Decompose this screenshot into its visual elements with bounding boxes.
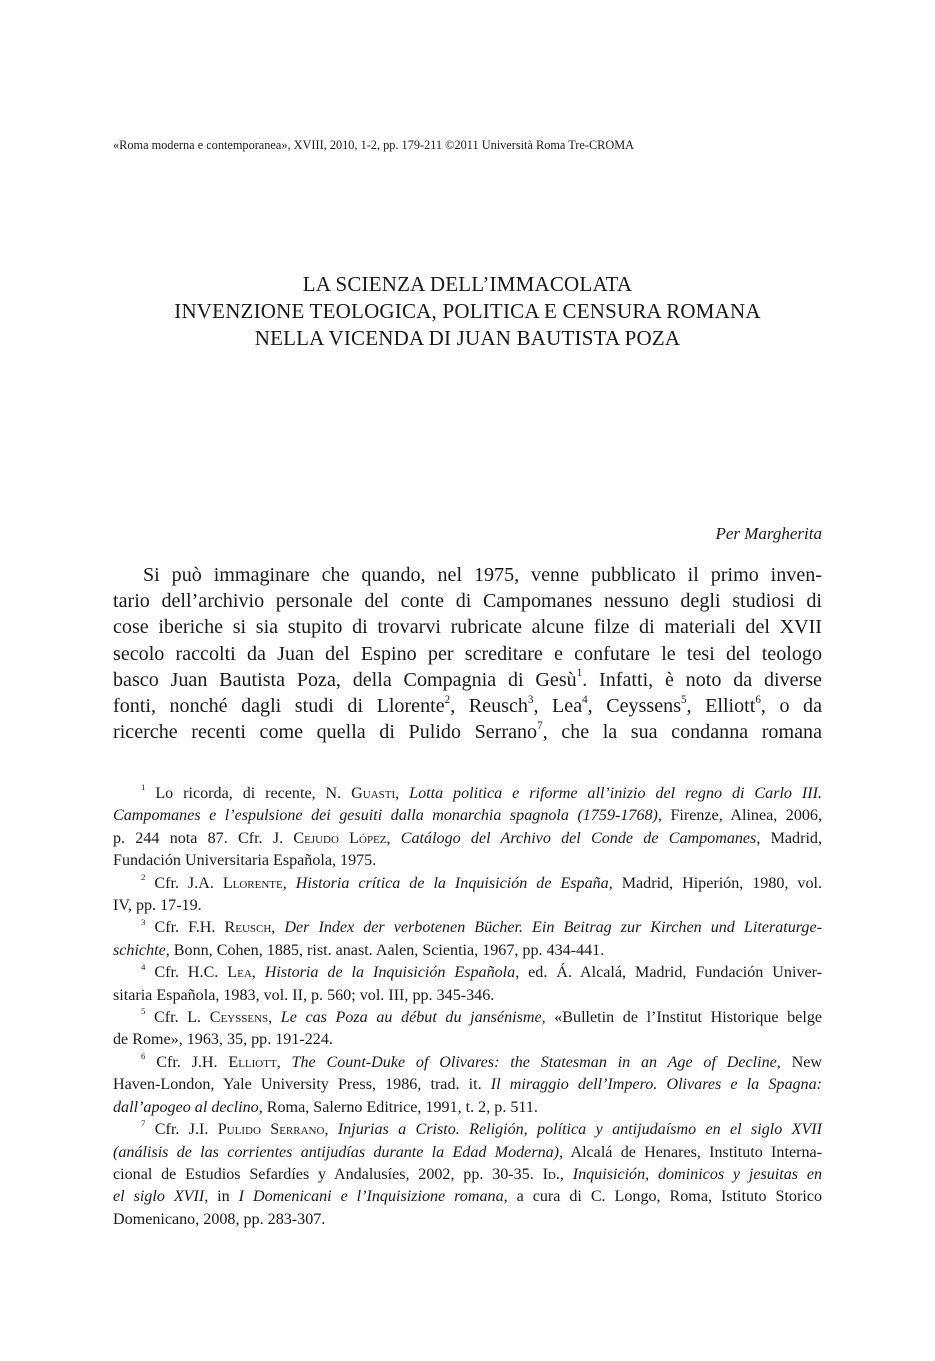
footnote-ref-2[interactable]: 2 (444, 693, 451, 706)
body-text-segment: fonti, nonché dagli studi di Llorente (113, 695, 445, 718)
footnote-number: 1 (141, 782, 146, 793)
fn-text: , «Bulletin de l’Institut Historique belge (541, 1009, 823, 1027)
footnote-7-line: Domenicano, 2008, pp. 283-307. (113, 1210, 326, 1228)
fn-text: Cfr. F.H. (145, 919, 225, 937)
fn-text: , (559, 1165, 573, 1183)
fn-title: Injurias a Cristo. Religión, política y antijudaísmo en el siglo XVII (337, 1121, 822, 1139)
fn-title: el siglo XVII (113, 1188, 205, 1206)
title-line-3: NELLA VICENDA DI JUAN BAUTISTA POZA (254, 326, 681, 350)
body-line (113, 693, 822, 719)
fn-text: , Madrid, (756, 829, 822, 847)
fn-text: Cfr. J.A. (145, 874, 223, 892)
footnote-number: 6 (141, 1051, 146, 1062)
fn-text: , (271, 919, 285, 937)
fn-author: Reusch (224, 919, 272, 937)
footnote-ref-5[interactable]: 5 (681, 693, 687, 706)
title-line-1: LA SCIENZA DELL’IMMACOLATA (302, 272, 633, 296)
fn-title: Lotta politica e riforme all’inizio del regno di Carlo III. (409, 785, 823, 802)
fn-text: , ed. Á. Alcalá, Madrid, Fundación Univer- (515, 964, 823, 982)
body-text-segment: , che la sua condanna romana (542, 721, 822, 744)
fn-text: , (276, 1053, 292, 1071)
footnote-5-line (113, 1007, 822, 1029)
footnote-6-line (113, 1052, 822, 1074)
footnote-ref-6[interactable]: 6 (755, 693, 761, 706)
fn-text: , New (776, 1053, 822, 1071)
fn-title: Historia de la Inquisición Española (264, 964, 516, 982)
fn-text: Cfr. J.I. (145, 1121, 218, 1139)
fn-text: , in (204, 1188, 239, 1206)
fn-title: Il miraggio dell’Impero. Olivares e la Spagna: (490, 1076, 822, 1094)
fn-text: , Alcalá de Henares, Instituto Interna- (559, 1143, 822, 1161)
footnote-7-line (113, 1119, 822, 1141)
fn-title: Der Index der verbotenen Bücher. Ein Beitrag zur Kirchen und Literaturge- (284, 919, 822, 937)
fn-title: (análisis de las corrientes antijudías durante la Edad Moderna) (113, 1143, 560, 1161)
body-text-segment: basco Juan Bautista Poza, della Compagnia di Gesù (113, 668, 577, 691)
fn-text: , (282, 874, 296, 892)
footnote-1-line (113, 783, 822, 805)
footnote-3-line (113, 940, 822, 962)
fn-author: Guasti (351, 785, 396, 802)
body-paragraph (113, 562, 822, 745)
fn-author: Id. (542, 1165, 560, 1183)
fn-title: Inquisición, dominicos y jesuitas en (572, 1165, 823, 1183)
footnote-1-line: Fundación Universitaria Española, 1975. (113, 852, 377, 870)
footnote-ref-4[interactable]: 4 (582, 693, 588, 706)
footnotes (113, 783, 822, 1231)
footnote-6-line (113, 1097, 822, 1119)
footnote-4-line (113, 962, 822, 984)
fn-title: dall’apogeo al declino (113, 1098, 259, 1116)
fn-text: Cfr. H.C. (145, 964, 228, 982)
body-text-segment: , o da (760, 695, 822, 718)
footnote-number: 7 (141, 1118, 146, 1129)
body-line: tario dell’archivio personale del conte di Campomanes nessuno degli studiosi di (113, 590, 822, 613)
fn-text: , (251, 964, 265, 982)
footnote-2-line (113, 873, 822, 895)
fn-text: , Bonn, Cohen, 1885, rist. anast. Aalen, Scientia, 1967, pp. 434-441. (165, 941, 605, 959)
fn-author: Ceyssens (209, 1009, 269, 1027)
footnote-number: 4 (141, 961, 146, 972)
footnote-number: 3 (141, 916, 146, 927)
footnote-ref-3[interactable]: 3 (527, 693, 534, 706)
footnote-4-line: sitaria Española, 1983, vol. II, p. 560; vol. III, pp. 345-346. (113, 986, 495, 1004)
fn-title: The Count-Duke of Olivares: the Statesman in an Age of Decline (291, 1053, 777, 1071)
body-text-segment: , Elliott (686, 695, 756, 718)
body-text-segment: ricerche recenti come quella di Pulido Serrano (113, 721, 538, 744)
running-head: «Roma moderna e contemporanea», XVIII, 2010, 1-2, pp. 179-211 ©2011 Università Roma Tre-CROMA (113, 138, 635, 152)
body-line: Si può immaginare che quando, nel 1975, venne pubblicato il primo inven- (143, 564, 822, 586)
footnote-number: 5 (141, 1006, 146, 1017)
footnote-number: 2 (141, 871, 146, 882)
body-line (113, 667, 822, 693)
fn-text: , Firenze, Alinea, 2006, (657, 807, 822, 825)
fn-text: p. 244 nota 87. Cfr. J. (113, 829, 294, 847)
fn-text: , (386, 829, 401, 847)
body-line (113, 719, 822, 745)
footnote-1-line (113, 828, 822, 850)
body-line: secolo raccolti da Juan del Espino per screditare e confutare le tesi del teologo (113, 642, 822, 665)
fn-text: , (268, 1009, 281, 1027)
body-text-segment: , Reusch (450, 695, 528, 718)
footnote-1-line (113, 805, 822, 827)
fn-text: Cfr. J.H. (145, 1053, 229, 1071)
body-line: cose iberiche si sia stupito di trovarvi rubricate alcune filze di materiali del XVII (113, 616, 822, 639)
fn-text: , a cura di C. Longo, Roma, Istituto Storico (503, 1188, 822, 1206)
fn-title: Le cas Poza au début du jansénisme (280, 1009, 542, 1027)
body-text-segment: , Lea (533, 695, 583, 718)
footnote-7-line (113, 1164, 822, 1186)
fn-title: schichte (113, 941, 166, 959)
fn-text: , (324, 1121, 338, 1139)
fn-author: Elliott (228, 1053, 277, 1071)
footnote-6-line (113, 1074, 822, 1096)
fn-title: Campomanes e l’espulsione dei gesuiti dalla monarchia spagnola (1759-1768) (113, 807, 658, 825)
fn-title: Historia crítica de la Inquisición de España (295, 874, 609, 892)
body-text-segment: . Infatti, è noto da diverse (582, 668, 822, 691)
footnote-5-line: de Rome», 1963, 35, pp. 191-224. (113, 1031, 333, 1049)
fn-title: I Domenicani e l’Inquisizione romana (238, 1188, 504, 1206)
fn-author: Cejudo López (293, 829, 387, 847)
fn-text: Haven-London, Yale University Press, 1986, trad. it. (113, 1076, 491, 1094)
footnote-ref-1[interactable]: 1 (576, 667, 583, 680)
fn-text: Cfr. L. (145, 1009, 210, 1027)
fn-title: Catálogo del Archivo del Conde de Campomanes (400, 829, 757, 847)
fn-author: Llorente (222, 874, 283, 892)
title-line-2: INVENZIONE TEOLOGICA, POLITICA E CENSURA ROMANA (174, 299, 761, 323)
body-text-segment: , Ceyssens (587, 695, 682, 718)
fn-text: cional de Estudios Sefardíes y Andalusíes, 2002, pp. 30-35. (113, 1165, 543, 1183)
fn-author: Lea (227, 964, 252, 982)
fn-text: Lo ricorda, di recente, N. (145, 785, 352, 802)
fn-text: , Roma, Salerno Editrice, 1991, t. 2, p. 511. (258, 1098, 538, 1116)
article-title (100, 271, 835, 352)
footnote-ref-7[interactable]: 7 (537, 719, 543, 732)
fn-author: Pulido Serrano (217, 1121, 325, 1139)
dedication: Per Margherita (715, 524, 822, 543)
footnote-7-line (113, 1142, 822, 1164)
footnote-2-line: IV, pp. 17-19. (113, 897, 202, 915)
footnote-3-line (113, 917, 822, 939)
fn-text: , (395, 785, 410, 802)
fn-text: , Madrid, Hiperión, 1980, vol. (608, 874, 823, 892)
footnote-7-line (113, 1186, 822, 1208)
